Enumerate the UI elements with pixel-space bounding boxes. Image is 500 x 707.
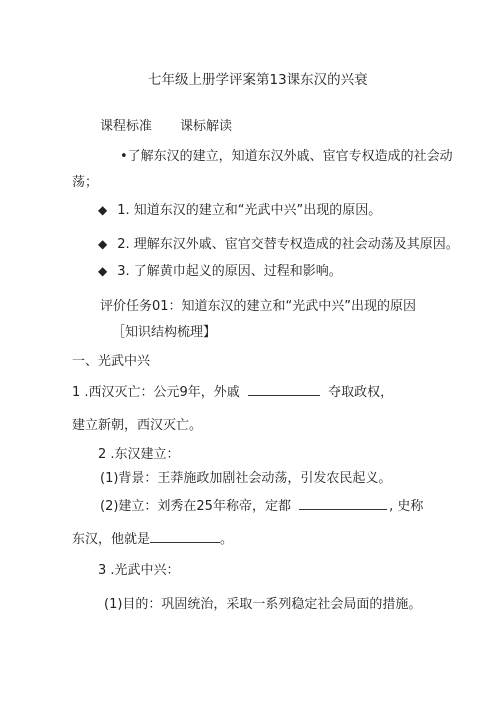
objective-item: [98, 236, 459, 253]
fill-blank[interactable]: [248, 383, 320, 396]
item-1-text-end: 夺取政权，: [328, 385, 394, 400]
item-2-establishment-tail: , 史称: [389, 499, 424, 514]
item-1-continuation: 建立新朝，西汉灭亡。: [72, 418, 203, 433]
objective-text: 2. 理解东汉外戚、宦官交替专权造成的社会动荡及其原因。: [117, 237, 459, 252]
standard-text-line-1: •了解东汉的建立，知道东汉外戚、宦官专权造成的社会动: [120, 149, 453, 164]
item-2-establishment-text: (2)建立：刘秀在25年称帝，定都: [100, 499, 291, 514]
item-1-text: 1 .西汉灭亡：公元9年，外戚: [72, 385, 240, 400]
document-title: 七年级上册学评案第13课东汉的兴衰: [148, 72, 368, 88]
item-2-continuation-text: 东汉，他就是: [72, 532, 151, 547]
standard-interpretation-label: 课标解读: [180, 119, 233, 134]
diamond-bullet-icon: ◆: [98, 203, 108, 217]
fill-blank[interactable]: [150, 530, 220, 543]
item-2-establishment-line: [100, 497, 423, 515]
standard-text-line-2: 荡；: [72, 175, 99, 190]
item-2-continuation: [72, 530, 233, 548]
fill-blank[interactable]: [299, 497, 387, 510]
item-1-line: [72, 383, 393, 401]
objective-item: [98, 263, 342, 280]
item-2-heading: 2 .东汉建立：: [98, 447, 180, 462]
item-3-goal: (1)目的：巩固统治，采取一系列稳定社会局面的措施。: [104, 597, 422, 612]
diamond-bullet-icon: ◆: [98, 237, 108, 251]
knowledge-structure-label: ［知识结构梳理】: [112, 325, 217, 340]
objective-text: 1. 知道东汉的建立和“光武中兴”出现的原因。: [117, 203, 382, 218]
diamond-bullet-icon: ◆: [98, 264, 108, 278]
objective-text: 3. 了解黄巾起义的原因、过程和影响。: [117, 264, 342, 279]
evaluation-task-title: 评价任务01：知道东汉的建立和“光武中兴”出现的原因: [100, 299, 417, 314]
item-3-heading: 3 .光武中兴：: [98, 563, 180, 578]
item-2-continuation-end: 。: [220, 532, 234, 547]
course-standard-label: 课程标准: [100, 119, 153, 134]
item-2-background: (1)背景：王莽施政加剧社会动荡，引发农民起义。: [100, 471, 392, 486]
standard-header: [100, 118, 232, 135]
section-heading: 一、光武中兴: [72, 354, 151, 369]
objective-item: [98, 202, 381, 219]
